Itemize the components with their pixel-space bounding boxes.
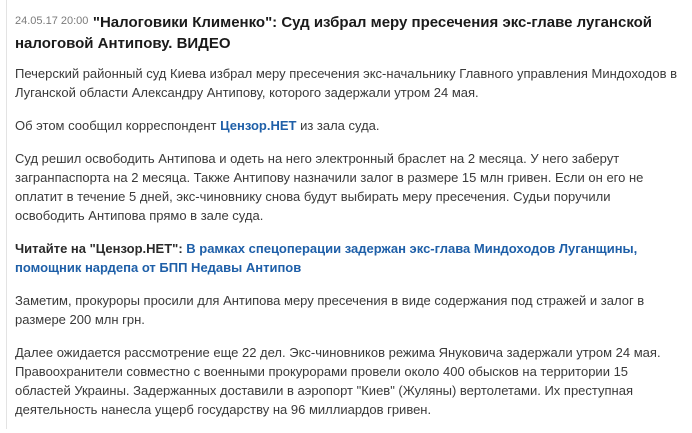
paragraph-text-after: из зала суда. [296, 118, 380, 133]
censor-net-link[interactable]: Цензор.НЕТ [220, 118, 297, 133]
paragraph-text-before: Об этом сообщил корреспондент [15, 118, 221, 133]
read-more-link[interactable]: В рамках спецоперации задержан экс-глава Миндоходов Луганщины, помощник нардепа от БПП Недавы Антипов [15, 241, 638, 275]
headline-block [15, 12, 682, 54]
read-more-label: Читайте на "Цензор.НЕТ": [15, 241, 187, 256]
article-paragraph: Далее ожидается рассмотрение еще 22 дел. Экс-чиновников режима Януковича задержали утром 24 мая. Правоохранители совместно с военными прокурорами провели около 400 обысков на территории 15 областей Украины. Задержанных доставили в аэропорт "Киев" (Жуляны) вертолетами. Их преступная деятельность нанесла ущерб государству на 96 миллиардов гривен. [15, 345, 661, 417]
read-more-block [15, 239, 682, 277]
article-paragraph-source [15, 116, 682, 135]
page-title: "Налоговики Клименко": Суд избрал меру пресечения экс-главе луганской налоговой Антипову. ВИДЕО [15, 14, 653, 52]
article-paragraph: Печерский районный суд Киева избрал меру пресечения экс-начальнику Главного управления Миндоходов в Луганской области Александру Антипову, которого задержали утром 24 мая. [15, 66, 677, 100]
article-timestamp: 24.05.17 20:00 [15, 15, 89, 27]
left-margin-rule [0, 0, 7, 429]
article-paragraph: Суд решил освободить Антипова и одеть на него электронный браслет на 2 месяца. У него заберут загранпаспорта на 2 месяца. Также Антипову назначили залог в размере 15 млн гривен. Если он его не оплатит в течение 5 дней, экс-чиновнику снова будут выбирать меру пресечения. Судьи поручили освободить Антипова прямо в зале суда. [15, 151, 644, 223]
article-content [7, 0, 692, 433]
article-paragraph: Заметим, прокуроры просили для Антипова меру пресечения в виде содержания под стражей и залог в размере 200 млн грн. [15, 293, 645, 327]
